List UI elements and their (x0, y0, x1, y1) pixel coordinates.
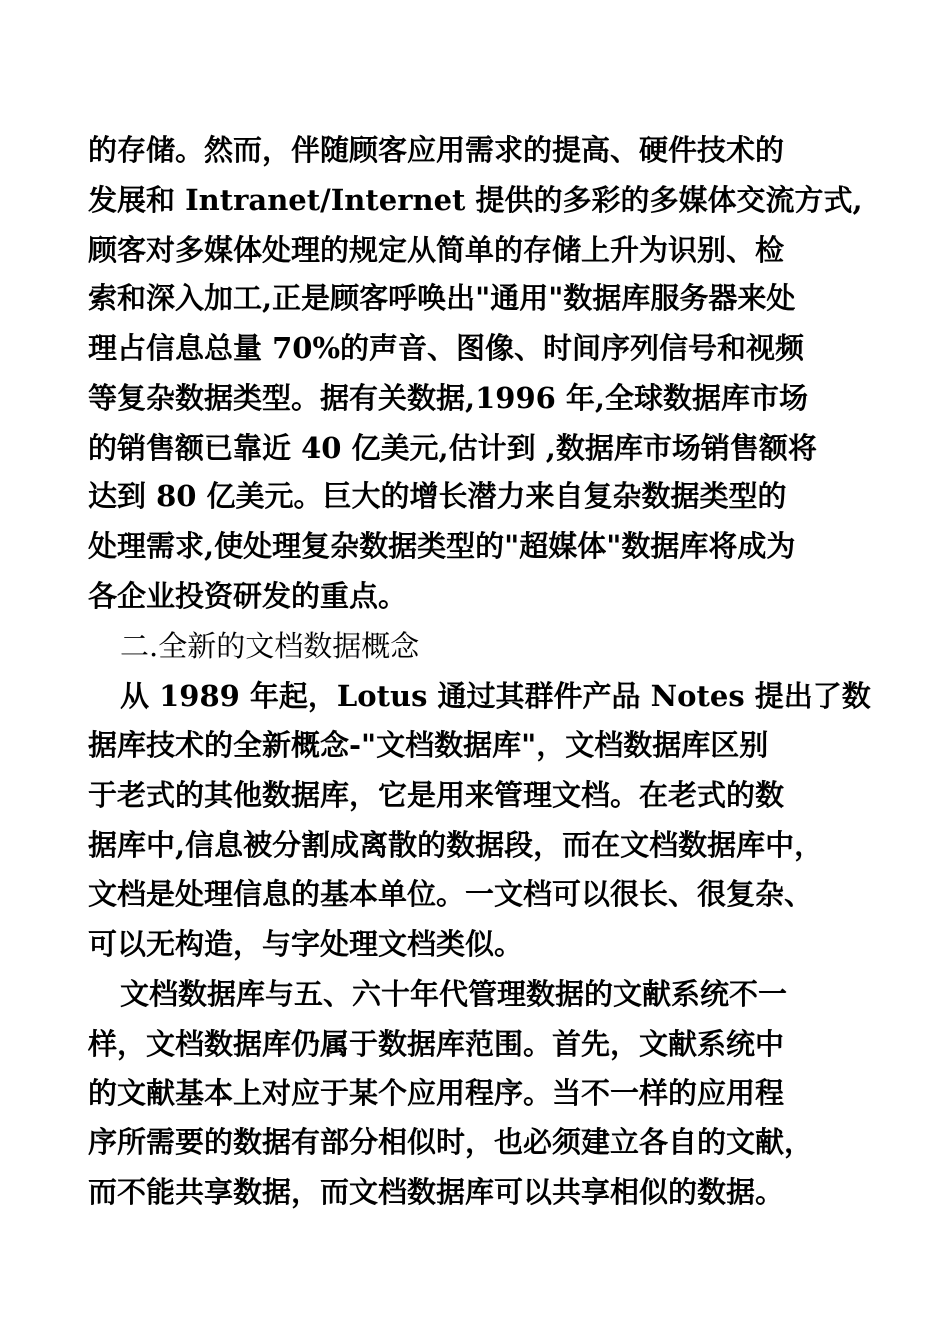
paragraph-line: 处理需求,使处理复杂数据类型的"超媒体"数据库将成为 (88, 529, 796, 563)
paragraph-line: 序所需要的数据有部分相似时，也必须建立各自的文献， (88, 1125, 814, 1159)
paragraph-line: 发展和 Intranet/Internet 提供的多彩的多媒体交流方式, (88, 183, 863, 217)
paragraph-line: 各企业投资研发的重点。 (88, 579, 408, 613)
paragraph-line: 索和深入加工,正是顾客呼唤出"通用"数据库服务器来处 (88, 281, 796, 315)
section-heading: 二.全新的文档数据概念 (120, 629, 420, 663)
paragraph-line: 从 1989 年起，Lotus 通过其群件产品 Notes 提出了数 (120, 679, 871, 713)
paragraph-line: 的文献基本上对应于某个应用程序。当不一样的应用程 (88, 1076, 785, 1110)
paragraph-line: 的销售额已靠近 40 亿美元,估计到 ,数据库市场销售额将 (88, 431, 817, 465)
paragraph-line: 文档是处理信息的基本单位。一文档可以很长、很复杂、 (88, 877, 814, 911)
paragraph-line: 达到 80 亿美元。巨大的增长潜力来自复杂数据类型的 (88, 479, 787, 513)
paragraph-line: 等复杂数据类型。据有关数据,1996 年,全球数据库市场 (88, 381, 809, 415)
paragraph-line: 于老式的其他数据库，它是用来管理文档。在老式的数 (88, 778, 785, 812)
paragraph-line: 样，文档数据库仍属于数据库范围。首先，文献系统中 (88, 1027, 785, 1061)
paragraph-line: 文档数据库与五、六十年代管理数据的文献系统不一 (120, 977, 788, 1011)
paragraph-line: 据库技术的全新概念-"文档数据库"，文档数据库区别 (88, 728, 769, 762)
paragraph-line: 顾客对多媒体处理的规定从简单的存储上升为识别、检 (88, 233, 785, 267)
paragraph-line: 可以无构造，与字处理文档类似。 (88, 927, 524, 961)
paragraph-line: 理占信息总量 70%的声音、图像、时间序列信号和视频 (88, 331, 805, 365)
paragraph-line: 据库中,信息被分割成离散的数据段，而在文档数据库中， (88, 828, 824, 862)
paragraph-line: 而不能共享数据，而文档数据库可以共享相似的数据。 (88, 1175, 785, 1209)
paragraph-line: 的存储。然而，伴随顾客应用需求的提高、硬件技术的 (88, 133, 785, 167)
